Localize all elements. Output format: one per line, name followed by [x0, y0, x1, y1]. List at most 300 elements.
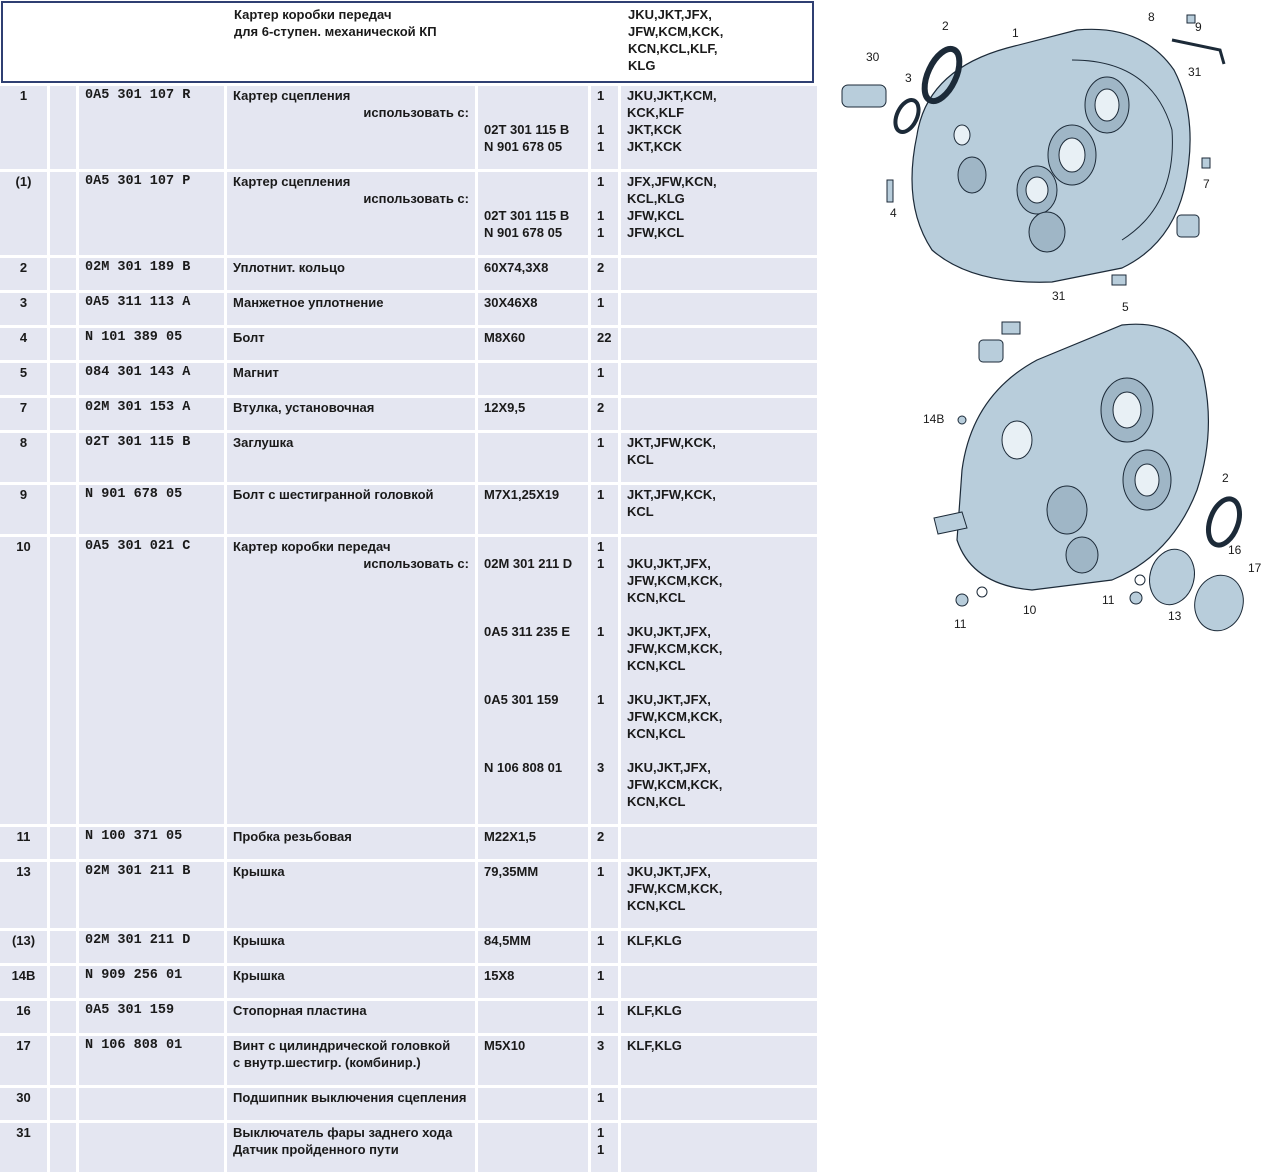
description-cell	[227, 258, 478, 293]
parts-table	[0, 86, 820, 1175]
description-line: Винт с цилиндрической головкой	[233, 1038, 451, 1053]
quantity-cell	[591, 1001, 621, 1036]
spec-line: 84,5MM	[484, 933, 531, 948]
quantity-line: 2	[597, 400, 605, 415]
table-row	[0, 1001, 820, 1036]
use-quantity: 1	[597, 556, 605, 571]
description-line	[233, 725, 475, 742]
models-line	[627, 538, 817, 555]
description-cell	[227, 1036, 478, 1088]
table-row	[0, 1088, 820, 1123]
description-line: Стопорная пластина	[233, 1003, 367, 1018]
models-cell	[621, 258, 820, 293]
table-row	[0, 293, 820, 328]
callout-30: 30	[866, 50, 880, 64]
table-row	[0, 1123, 820, 1175]
use-models-line: JFW,KCM,KCK,	[627, 573, 723, 588]
models-line: KLF,KLG	[627, 1038, 682, 1053]
use-with-label: использовать с:	[363, 556, 469, 571]
quantity-line	[597, 190, 618, 207]
use-models-line: JFW,KCM,KCK,	[627, 709, 723, 724]
blank-cell	[50, 862, 79, 931]
description-cell	[227, 363, 478, 398]
spec-line: 79,35MM	[484, 864, 539, 879]
models-line	[627, 606, 817, 623]
quantity-line	[597, 674, 618, 691]
models-line	[627, 399, 817, 416]
spec-cell	[478, 86, 591, 172]
models-line: KLF,KLG	[627, 1003, 682, 1018]
use-models-line: JKT,KCK	[627, 122, 682, 137]
use-models-line: KCN,KCL	[627, 794, 686, 809]
description-cell	[227, 172, 478, 258]
spec-line: M22X1,5	[484, 829, 537, 844]
table-row	[0, 862, 820, 931]
description-line: Картер сцепления	[233, 174, 351, 189]
spec-cell	[478, 1088, 591, 1123]
table-row	[0, 258, 820, 293]
part-number-cell: N 901 678 05	[79, 485, 227, 537]
blank-cell	[50, 827, 79, 862]
description-line	[233, 589, 475, 606]
quantity-line: 22	[597, 330, 612, 345]
quantity-cell	[591, 328, 621, 363]
quantity-line: 1	[597, 933, 605, 948]
use-quantity: 1	[597, 624, 605, 639]
quantity-cell	[591, 258, 621, 293]
callout-8: 8	[1148, 10, 1155, 24]
quantity-line	[597, 640, 618, 657]
quantity-line: 1	[597, 487, 605, 502]
table-row	[0, 328, 820, 363]
callout-10: 10	[1023, 603, 1037, 617]
spec-line: M7X1,25X19	[484, 487, 560, 502]
use-part-number: 0A5 301 159	[484, 692, 559, 707]
blank-cell	[50, 86, 79, 172]
position-cell: 2	[0, 258, 50, 293]
position-cell: 13	[0, 862, 50, 931]
header-model-line: KLG	[628, 58, 656, 73]
spec-cell	[478, 258, 591, 293]
spec-cell	[478, 1036, 591, 1088]
part-number-cell: N 101 389 05	[79, 328, 227, 363]
table-row	[0, 537, 820, 827]
description-line	[233, 606, 475, 623]
callout-2: 2	[942, 19, 949, 33]
gearbox-housing-illustration	[934, 324, 1208, 590]
quantity-cell	[591, 537, 621, 827]
use-with-label: использовать с:	[363, 105, 469, 120]
description-line	[233, 572, 475, 589]
blank-cell	[50, 363, 79, 398]
models-line: JKT,JFW,KCK,	[627, 435, 716, 450]
position-cell: 4	[0, 328, 50, 363]
spec-cell	[478, 172, 591, 258]
callout-4: 4	[890, 206, 897, 220]
table-row	[0, 1036, 820, 1088]
spec-cell	[478, 433, 591, 485]
spec-line	[484, 742, 588, 759]
callout-1: 1	[1012, 26, 1019, 40]
spec-line: M5X10	[484, 1038, 526, 1053]
description-cell	[227, 86, 478, 172]
quantity-line: 1	[597, 1090, 605, 1105]
spec-line: 30X46X8	[484, 295, 538, 310]
models-cell	[621, 966, 820, 1001]
models-cell	[621, 172, 820, 258]
part-number-cell: 02T 301 115 B	[79, 433, 227, 485]
blank-cell	[50, 328, 79, 363]
models-cell	[621, 86, 820, 172]
description-cell	[227, 966, 478, 1001]
description-line	[233, 708, 475, 725]
use-models-line: JFW,KCL	[627, 225, 685, 240]
models-cell	[621, 485, 820, 537]
use-with-label: использовать с:	[363, 191, 469, 206]
quantity-cell	[591, 433, 621, 485]
quantity-line: 2	[597, 260, 605, 275]
spec-cell	[478, 827, 591, 862]
spec-line	[484, 640, 588, 657]
description-cell	[227, 1001, 478, 1036]
description-cell	[227, 328, 478, 363]
callout-9: 9	[1195, 20, 1202, 34]
models-line	[627, 364, 817, 381]
use-part-number: 0A5 311 235 E	[484, 624, 571, 639]
position-cell: 5	[0, 363, 50, 398]
callout-13: 13	[1168, 609, 1182, 623]
models-line: JFX,JFW,KCN,	[627, 174, 717, 189]
use-models-line: JKU,JKT,JFX,	[627, 624, 711, 639]
description-cell	[227, 931, 478, 966]
description-cell	[227, 398, 478, 433]
parts-table-body	[0, 86, 820, 1175]
position-cell: 3	[0, 293, 50, 328]
spec-cell	[478, 293, 591, 328]
use-part-number: 02M 301 211 D	[484, 556, 573, 571]
blank-cell	[50, 1088, 79, 1123]
spec-line	[484, 173, 588, 190]
header-models	[628, 6, 768, 74]
use-models-line: KCN,KCL	[627, 726, 686, 741]
quantity-line: 1	[597, 88, 605, 103]
spec-line	[484, 776, 588, 793]
spec-cell	[478, 537, 591, 827]
blank-cell	[50, 258, 79, 293]
quantity-line: 1	[597, 435, 605, 450]
part-number-cell: 02M 301 211 B	[79, 862, 227, 931]
blank-cell	[50, 931, 79, 966]
exploded-parts-diagram	[822, 0, 1273, 640]
models-cell	[621, 537, 820, 827]
use-quantity: 1	[597, 208, 605, 223]
models-cell	[621, 827, 820, 862]
models-line: KCL	[627, 452, 654, 467]
callout-3: 3	[905, 71, 912, 85]
use-with-label	[233, 207, 475, 224]
clutch-housing-illustration	[912, 29, 1190, 282]
use-with-label	[233, 623, 475, 640]
quantity-line	[597, 589, 618, 606]
use-models-line: JKU,JKT,JFX,	[627, 556, 711, 571]
description-line: Выключатель фары заднего хода	[233, 1125, 453, 1140]
quantity-cell	[591, 485, 621, 537]
position-cell: 1	[0, 86, 50, 172]
use-models-line: JFW,KCL	[627, 208, 685, 223]
quantity-line	[597, 104, 618, 121]
description-line: Уплотнит. кольцо	[233, 260, 345, 275]
models-cell	[621, 931, 820, 966]
callout-31: 31	[1188, 65, 1202, 79]
models-cell	[621, 1088, 820, 1123]
part-number-cell: 02M 301 211 D	[79, 931, 227, 966]
part-number-cell: 0A5 301 107 R	[79, 86, 227, 172]
quantity-line	[597, 742, 618, 759]
table-row	[0, 398, 820, 433]
callout-11b: 11	[954, 617, 967, 631]
quantity-cell	[591, 172, 621, 258]
quantity-cell	[591, 293, 621, 328]
models-line: KCL,KLG	[627, 191, 685, 206]
part-number-cell: 0A5 301 021 C	[79, 537, 227, 827]
table-row	[0, 363, 820, 398]
description-line: Магнит	[233, 365, 279, 380]
quantity-cell	[591, 931, 621, 966]
part-number-cell: 0A5 301 107 P	[79, 172, 227, 258]
spec-line	[484, 606, 588, 623]
spec-line	[484, 538, 588, 555]
part-number-cell: 0A5 311 113 A	[79, 293, 227, 328]
quantity-line: 1	[597, 539, 605, 554]
models-cell	[621, 398, 820, 433]
table-row	[0, 86, 820, 172]
quantity-line: 3	[597, 1038, 605, 1053]
models-line: KCK,KLF	[627, 105, 685, 120]
spec-line	[484, 589, 588, 606]
quantity-cell	[591, 1123, 621, 1175]
spec-cell	[478, 1001, 591, 1036]
table-row	[0, 172, 820, 258]
spec-line	[484, 725, 588, 742]
position-cell: (13)	[0, 931, 50, 966]
models-line: KCL	[627, 504, 654, 519]
quantity-line	[597, 725, 618, 742]
position-cell: 8	[0, 433, 50, 485]
use-models-line: JKU,JKT,JFX,	[627, 692, 711, 707]
use-quantity: 1	[597, 692, 605, 707]
use-models-line: JFW,KCM,KCK,	[627, 641, 723, 656]
table-row	[0, 966, 820, 1001]
callout-17: 17	[1248, 561, 1262, 575]
models-line: KCN,KCL	[627, 898, 686, 913]
use-quantity: 3	[597, 760, 605, 775]
blank-cell	[50, 966, 79, 1001]
spec-cell	[478, 862, 591, 931]
position-cell: 17	[0, 1036, 50, 1088]
part-number-cell: N 106 808 01	[79, 1036, 227, 1088]
callout-16: 16	[1228, 543, 1242, 557]
quantity-cell	[591, 827, 621, 862]
use-with-label	[233, 691, 475, 708]
callout-5: 5	[1122, 300, 1129, 314]
position-cell: 16	[0, 1001, 50, 1036]
description-line: Картер сцепления	[233, 88, 351, 103]
quantity-line	[597, 606, 618, 623]
header-title	[234, 6, 494, 40]
callout-31b: 31	[1052, 289, 1066, 303]
models-line	[627, 259, 817, 276]
blank-cell	[50, 172, 79, 258]
use-models-line: KCN,KCL	[627, 658, 686, 673]
description-line: Картер коробки передач	[233, 539, 391, 554]
spec-line	[484, 657, 588, 674]
position-cell: 30	[0, 1088, 50, 1123]
description-cell	[227, 1088, 478, 1123]
header-model-line: JFW,KCM,KCK,	[628, 24, 724, 39]
position-cell: 11	[0, 827, 50, 862]
use-part-number: 02T 301 115 B	[484, 122, 570, 137]
callout-14b: 14B	[923, 412, 945, 426]
models-cell	[621, 293, 820, 328]
description-cell	[227, 827, 478, 862]
table-row	[0, 485, 820, 537]
table-row	[0, 827, 820, 862]
models-cell	[621, 433, 820, 485]
models-cell	[621, 328, 820, 363]
table-row	[0, 931, 820, 966]
quantity-line: 1	[597, 295, 605, 310]
use-models-line: JKU,JKT,JFX,	[627, 760, 711, 775]
spec-cell	[478, 931, 591, 966]
spec-line	[484, 793, 588, 810]
description-line: Крышка	[233, 933, 285, 948]
quantity-cell	[591, 363, 621, 398]
models-line	[627, 967, 817, 984]
document-header	[1, 1, 814, 83]
description-line: Болт	[233, 330, 265, 345]
spec-line: 15X8	[484, 968, 515, 983]
models-cell	[621, 1123, 820, 1175]
position-cell: 14B	[0, 966, 50, 1001]
part-number-cell: 0A5 301 159	[79, 1001, 227, 1036]
models-cell	[621, 363, 820, 398]
quantity-line: 1	[597, 864, 605, 879]
quantity-line: 2	[597, 829, 605, 844]
part-number-cell: 084 301 143 A	[79, 363, 227, 398]
use-part-number: N 106 808 01	[484, 760, 563, 775]
header-model-line: JKU,JKT,JFX,	[628, 7, 712, 22]
description-cell	[227, 1123, 478, 1175]
spec-cell	[478, 485, 591, 537]
models-line	[627, 294, 817, 311]
quantity-cell	[591, 1036, 621, 1088]
use-with-label	[233, 121, 475, 138]
description-line: Болт с шестигранной головкой	[233, 487, 434, 502]
description-line	[233, 742, 475, 759]
position-cell: 10	[0, 537, 50, 827]
quantity-cell	[591, 86, 621, 172]
description-line	[233, 793, 475, 810]
models-line: JFW,KCM,KCK,	[627, 881, 723, 896]
quantity-line	[597, 572, 618, 589]
part-number-cell	[79, 1088, 227, 1123]
quantity-line	[597, 793, 618, 810]
use-quantity: 1	[597, 122, 605, 137]
description-line	[233, 657, 475, 674]
blank-cell	[50, 293, 79, 328]
description-line: Втулка, установочная	[233, 400, 375, 415]
spec-line: 12X9,5	[484, 400, 526, 415]
models-cell	[621, 862, 820, 931]
position-cell: 9	[0, 485, 50, 537]
use-quantity: 1	[597, 225, 605, 240]
use-models-line: KCN,KCL	[627, 590, 686, 605]
quantity-line: 1	[597, 365, 605, 380]
spec-line	[484, 87, 588, 104]
description-cell	[227, 862, 478, 931]
models-line	[627, 674, 817, 691]
spec-line	[484, 104, 588, 121]
part-number-cell: N 100 371 05	[79, 827, 227, 862]
callout-2b: 2	[1222, 471, 1229, 485]
header-title-line: для 6-ступен. механической КП	[234, 24, 437, 39]
description-cell	[227, 485, 478, 537]
quantity-line: 1	[597, 1142, 605, 1157]
spec-cell	[478, 1123, 591, 1175]
description-line: Заглушка	[233, 435, 294, 450]
blank-cell	[50, 1036, 79, 1088]
models-cell	[621, 1001, 820, 1036]
description-line: Подшипник выключения сцепления	[233, 1090, 467, 1105]
description-line	[233, 640, 475, 657]
spec-cell	[478, 398, 591, 433]
models-line: JKT,JFW,KCK,	[627, 487, 716, 502]
spec-line	[484, 708, 588, 725]
position-cell: (1)	[0, 172, 50, 258]
description-line: Крышка	[233, 968, 285, 983]
table-row	[0, 433, 820, 485]
description-line	[233, 776, 475, 793]
quantity-line: 1	[597, 1125, 605, 1140]
description-line: Датчик пройденного пути	[233, 1142, 399, 1157]
spec-line	[484, 190, 588, 207]
use-part-number: 02T 301 115 B	[484, 208, 570, 223]
quantity-cell	[591, 398, 621, 433]
quantity-line: 1	[597, 1003, 605, 1018]
models-line: JKU,JKT,JFX,	[627, 864, 711, 879]
use-part-number: N 901 678 05	[484, 139, 563, 154]
use-models-line: JFW,KCM,KCK,	[627, 777, 723, 792]
description-cell	[227, 537, 478, 827]
blank-cell	[50, 537, 79, 827]
models-line	[627, 329, 817, 346]
use-models-line: JKT,KCK	[627, 139, 682, 154]
quantity-line	[597, 657, 618, 674]
quantity-cell	[591, 966, 621, 1001]
callout-11: 11	[1102, 593, 1115, 607]
use-part-number: N 901 678 05	[484, 225, 563, 240]
part-number-cell: N 909 256 01	[79, 966, 227, 1001]
spec-line: M8X60	[484, 330, 526, 345]
models-cell	[621, 1036, 820, 1088]
models-line	[627, 742, 817, 759]
description-line: с внутр.шестигр. (комбинир.)	[233, 1055, 421, 1070]
part-number-cell	[79, 1123, 227, 1175]
description-cell	[227, 293, 478, 328]
part-number-cell: 02M 301 189 B	[79, 258, 227, 293]
models-line: KLF,KLG	[627, 933, 682, 948]
spec-line	[484, 674, 588, 691]
